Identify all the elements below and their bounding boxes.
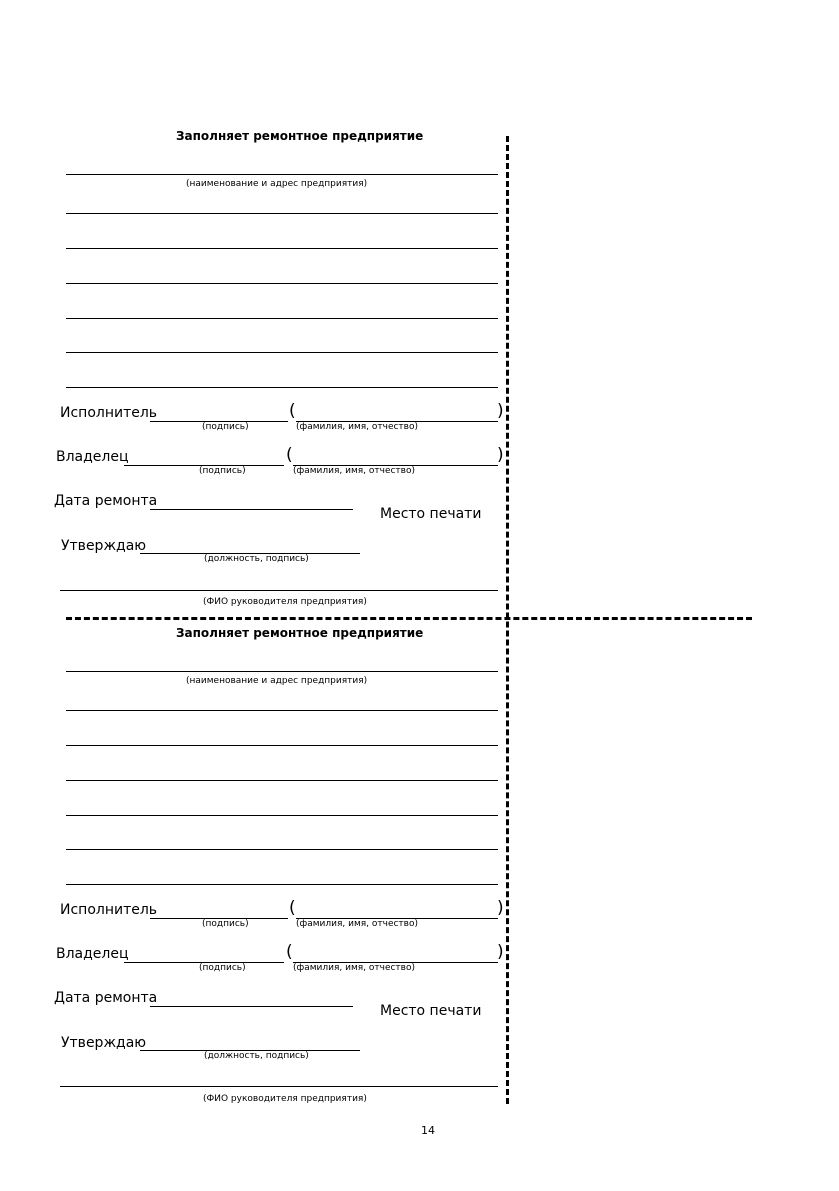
enterprise-name-line[interactable] (66, 671, 498, 672)
position-caption: (должность, подпись) (204, 554, 309, 564)
executor-label: Исполнитель (60, 405, 158, 421)
signature-caption: (подпись) (202, 422, 249, 432)
repair-date-label: Дата ремонта (54, 990, 158, 1006)
enterprise-name-line[interactable] (66, 174, 498, 175)
repair-date-line[interactable] (150, 509, 353, 510)
paren-close: ) (497, 898, 504, 918)
horizontal-cut-line (66, 617, 752, 620)
signature-caption: (подпись) (199, 466, 246, 476)
repair-date-label: Дата ремонта (54, 493, 158, 509)
signature-caption: (подпись) (202, 919, 249, 929)
paren-close: ) (497, 401, 504, 421)
form-title: Заполняет ремонтное предприятие (176, 129, 424, 143)
enterprise-name-caption: (наименование и адрес предприятия) (186, 676, 368, 686)
approve-label: Утверждаю (61, 1035, 147, 1051)
director-fio-line[interactable] (60, 590, 498, 591)
owner-label: Владелец (56, 946, 129, 962)
blank-line[interactable] (66, 352, 498, 353)
repair-date-line[interactable] (150, 1006, 353, 1007)
signature-caption: (подпись) (199, 963, 246, 973)
executor-label: Исполнитель (60, 902, 158, 918)
approve-label: Утверждаю (61, 538, 147, 554)
position-caption: (должность, подпись) (204, 1051, 309, 1061)
page-number: 14 (421, 1124, 435, 1137)
paren-open: ( (289, 401, 296, 421)
blank-line[interactable] (66, 710, 498, 711)
vertical-cut-line (506, 136, 509, 1104)
form-title: Заполняет ремонтное предприятие (176, 626, 424, 640)
owner-label: Владелец (56, 449, 129, 465)
paren-close: ) (497, 445, 504, 465)
blank-line[interactable] (66, 780, 498, 781)
stamp-place-label: Место печати (380, 506, 482, 522)
paren-open: ( (286, 942, 293, 962)
paren-open: ( (286, 445, 293, 465)
stamp-place-label: Место печати (380, 1003, 482, 1019)
blank-line[interactable] (66, 815, 498, 816)
enterprise-name-caption: (наименование и адрес предприятия) (186, 179, 368, 189)
fio-caption: (фамилия, имя, отчество) (296, 919, 418, 929)
blank-line[interactable] (66, 213, 498, 214)
blank-line[interactable] (66, 387, 498, 388)
blank-line[interactable] (66, 745, 498, 746)
fio-caption: (фамилия, имя, отчество) (293, 466, 415, 476)
blank-line[interactable] (66, 283, 498, 284)
director-fio-line[interactable] (60, 1086, 498, 1087)
blank-line[interactable] (66, 318, 498, 319)
director-caption: (ФИО руководителя предприятия) (203, 597, 367, 607)
blank-line[interactable] (66, 849, 498, 850)
fio-caption: (фамилия, имя, отчество) (293, 963, 415, 973)
fio-caption: (фамилия, имя, отчество) (296, 422, 418, 432)
director-caption: (ФИО руководителя предприятия) (203, 1094, 367, 1104)
paren-close: ) (497, 942, 504, 962)
blank-line[interactable] (66, 248, 498, 249)
paren-open: ( (289, 898, 296, 918)
blank-line[interactable] (66, 884, 498, 885)
